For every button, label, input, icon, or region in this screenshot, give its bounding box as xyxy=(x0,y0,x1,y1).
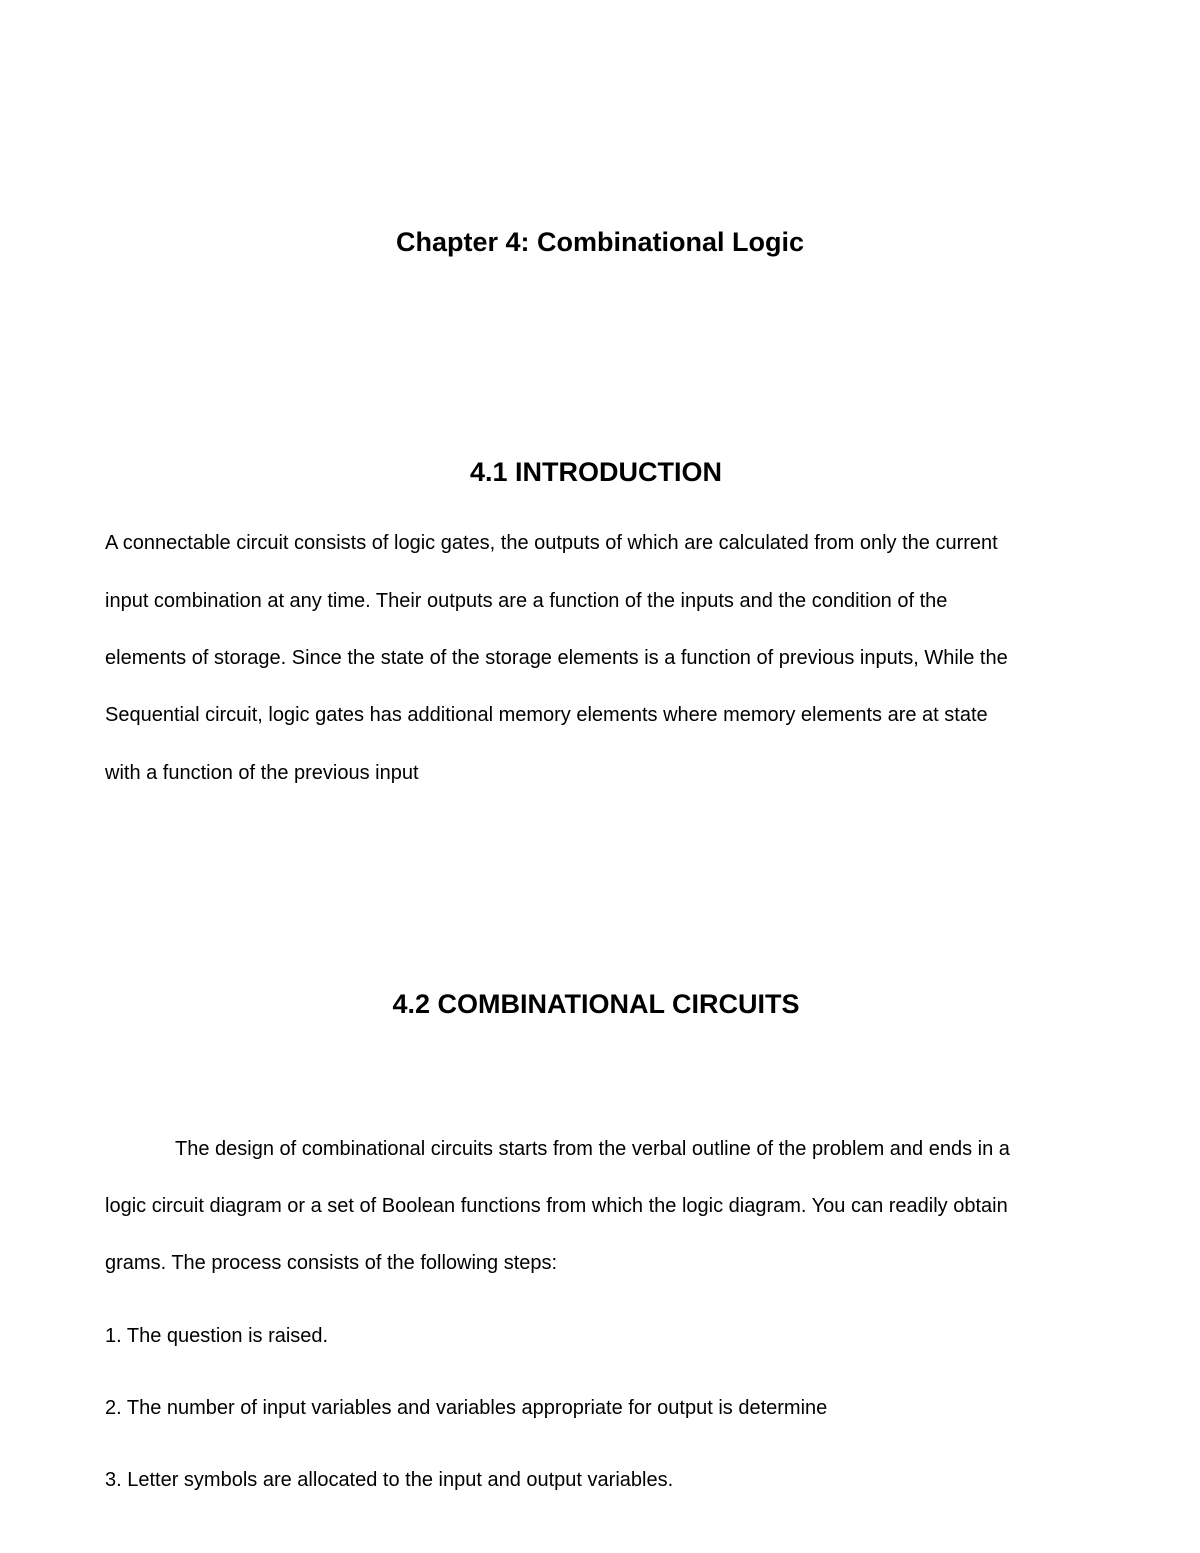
paragraph-line: The design of combinational circuits starts from the verbal outline of the problem and ends in a xyxy=(175,1138,1010,1160)
section-heading-combinational-circuits: 4.2 COMBINATIONAL CIRCUITS xyxy=(392,989,800,1019)
section-heading-introduction: 4.1 INTRODUCTION xyxy=(469,457,723,487)
paragraph-line: logic circuit diagram or a set of Boolean functions from which the logic diagram. You can readily obtain xyxy=(105,1195,1008,1217)
paragraph-line: elements of storage. Since the state of the storage elements is a function of previous inputs, While the xyxy=(105,647,1008,669)
paragraph-line: with a function of the previous input xyxy=(105,762,419,784)
list-item: 1. The question is raised. xyxy=(105,1325,329,1347)
paragraph-line: A connectable circuit consists of logic gates, the outputs of which are calculated from only the current xyxy=(105,532,998,554)
list-item: 3. Letter symbols are allocated to the input and output variables. xyxy=(105,1469,674,1491)
list-item: 2. The number of input variables and variables appropriate for output is determine xyxy=(105,1397,828,1419)
paragraph-line: Sequential circuit, logic gates has additional memory elements where memory elements are at state xyxy=(105,704,988,726)
chapter-title: Chapter 4: Combinational Logic xyxy=(395,227,805,257)
paragraph-line: grams. The process consists of the following steps: xyxy=(105,1252,558,1274)
paragraph-line: input combination at any time. Their outputs are a function of the inputs and the condition of the xyxy=(105,590,948,612)
